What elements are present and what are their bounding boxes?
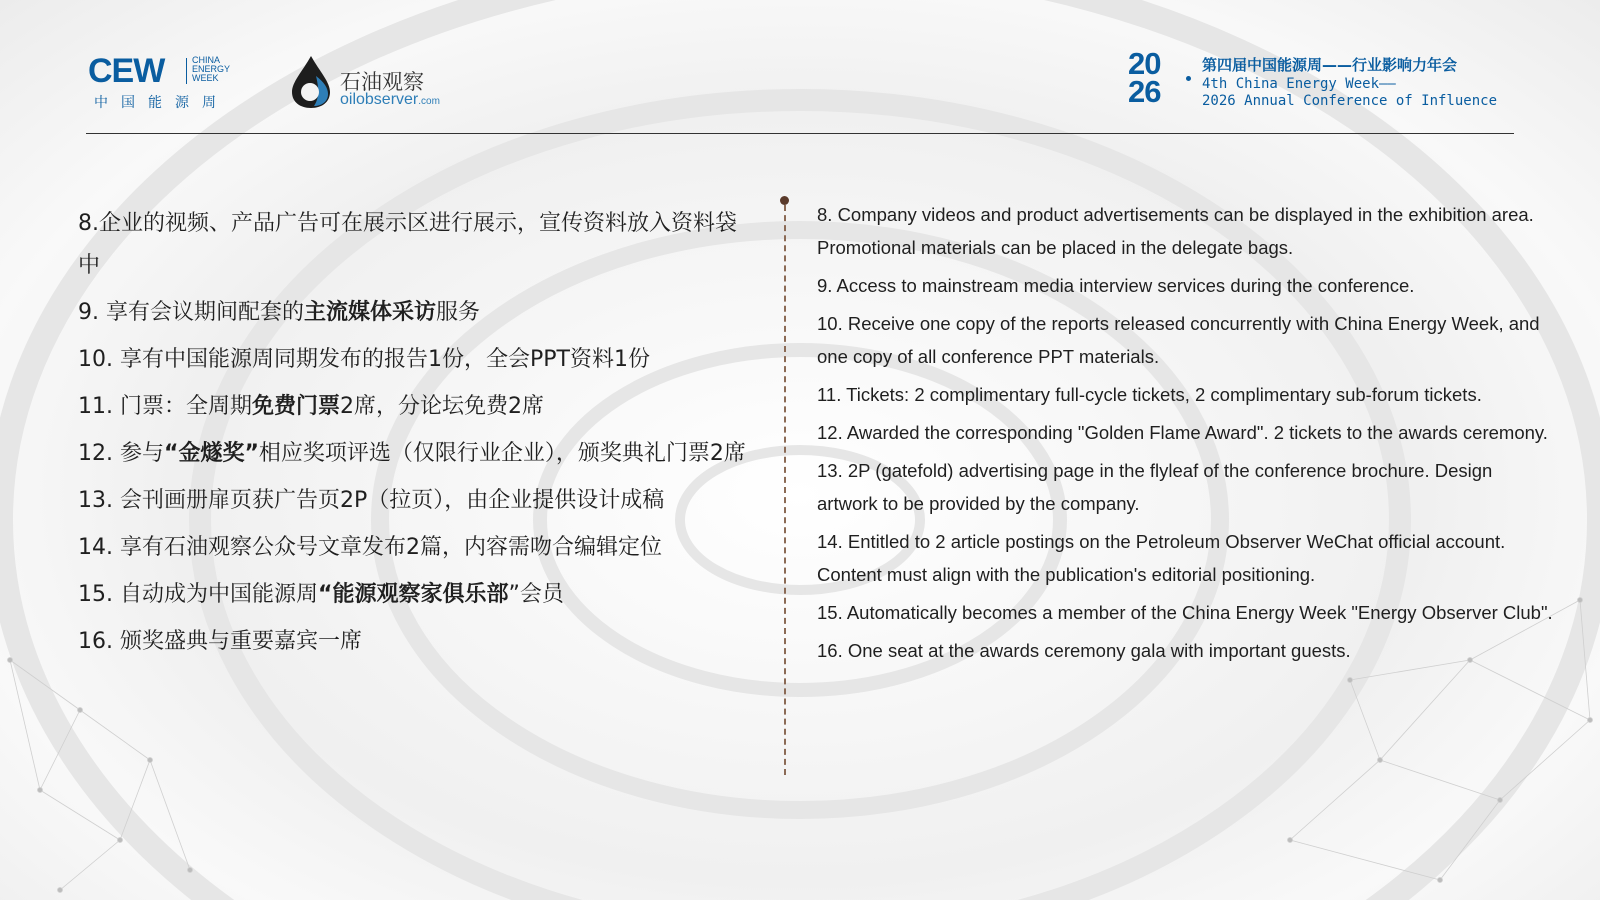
header-rule xyxy=(86,133,1514,134)
oil-drop-icon xyxy=(288,54,334,110)
english-list-item: 16. One seat at the awards ceremony gala with important guests. xyxy=(817,640,1351,661)
year-dot xyxy=(1186,76,1191,81)
cew-logo xyxy=(88,52,248,112)
english-list-item: 10. Receive one copy of the reports released concurrently with China Energy Week, and one copy of all conference PPT materials. xyxy=(817,313,1540,367)
event-logo xyxy=(1128,46,1498,114)
oilobserver-logo xyxy=(288,54,478,114)
english-list-item: 12. Awarded the corresponding "Golden Flame Award". 2 tickets to the awards ceremony. xyxy=(817,422,1548,443)
chinese-benefits-list xyxy=(78,203,758,668)
event-title-english-1: 4th China Energy Week—— xyxy=(1202,76,1396,92)
year-mark-bottom: 26 xyxy=(1128,74,1161,109)
english-list-item: 15. Automatically becomes a member of the China Energy Week "Energy Observer Club". xyxy=(817,602,1553,623)
oilobserver-chinese-name: 石油观察 xyxy=(340,70,424,94)
chinese-list-item: 14. 享有石油观察公众号文章发布2篇，内容需吻合编辑定位 xyxy=(78,535,662,560)
event-title-chinese: 第四届中国能源周——行业影响力年会 xyxy=(1202,56,1458,74)
year-mark-top: 20 xyxy=(1128,46,1161,81)
chinese-list-item: 10. 享有中国能源周同期发布的报告1份，全会PPT资料1份 xyxy=(78,347,650,372)
english-list-item: 11. Tickets: 2 complimentary full-cycle tickets, 2 complimentary sub-forum tickets. xyxy=(817,384,1482,405)
english-list-item: 14. Entitled to 2 article postings on the Petroleum Observer WeChat official account. Content must align with the publication's editorial positioning. xyxy=(817,531,1506,585)
chinese-list-item: 11. 门票：全周期免费门票2席，分论坛免费2席 xyxy=(78,394,544,419)
cew-logo-separator xyxy=(186,58,187,84)
english-list-item: 13. 2P (gatefold) advertising page in the flyleaf of the conference brochure. Design artwork to be provided by the company. xyxy=(817,460,1493,514)
chinese-list-item: 8.企业的视频、产品广告可在展示区进行展示，宣传资料放入资料袋中 xyxy=(78,211,737,278)
oilobserver-url: oilobserver.com xyxy=(340,91,440,108)
cew-logo-chinese: 中国能源周 xyxy=(94,95,229,111)
english-benefits-list xyxy=(817,198,1557,672)
chinese-list-item: 16. 颁奖盛典与重要嘉宾一席 xyxy=(78,629,362,654)
cew-logo-mark: CEW xyxy=(88,52,165,90)
english-list-item: 9. Access to mainstream media interview services during the conference. xyxy=(817,275,1415,296)
chinese-list-item: 9. 享有会议期间配套的主流媒体采访服务 xyxy=(78,300,481,325)
english-list-item: 8. Company videos and product advertisements can be displayed in the exhibition area. Promotional materials can be placed in the delegate bags. xyxy=(817,204,1534,258)
chinese-list-item: 12. 参与“金燧奖”相应奖项评选（仅限行业企业），颁奖典礼门票2席 xyxy=(78,441,746,466)
column-divider xyxy=(784,205,786,775)
event-title-english-2: 2026 Annual Conference of Influence xyxy=(1202,93,1498,109)
year-mark xyxy=(1128,46,1182,110)
chinese-list-item: 15. 自动成为中国能源周“能源观察家俱乐部”会员 xyxy=(78,582,564,607)
cew-logo-english: CHINA ENERGY WEEK xyxy=(192,55,231,83)
divider-dot xyxy=(780,196,789,205)
chinese-list-item: 13. 会刊画册扉页获广告页2P（拉页），由企业提供设计成稿 xyxy=(78,488,665,513)
